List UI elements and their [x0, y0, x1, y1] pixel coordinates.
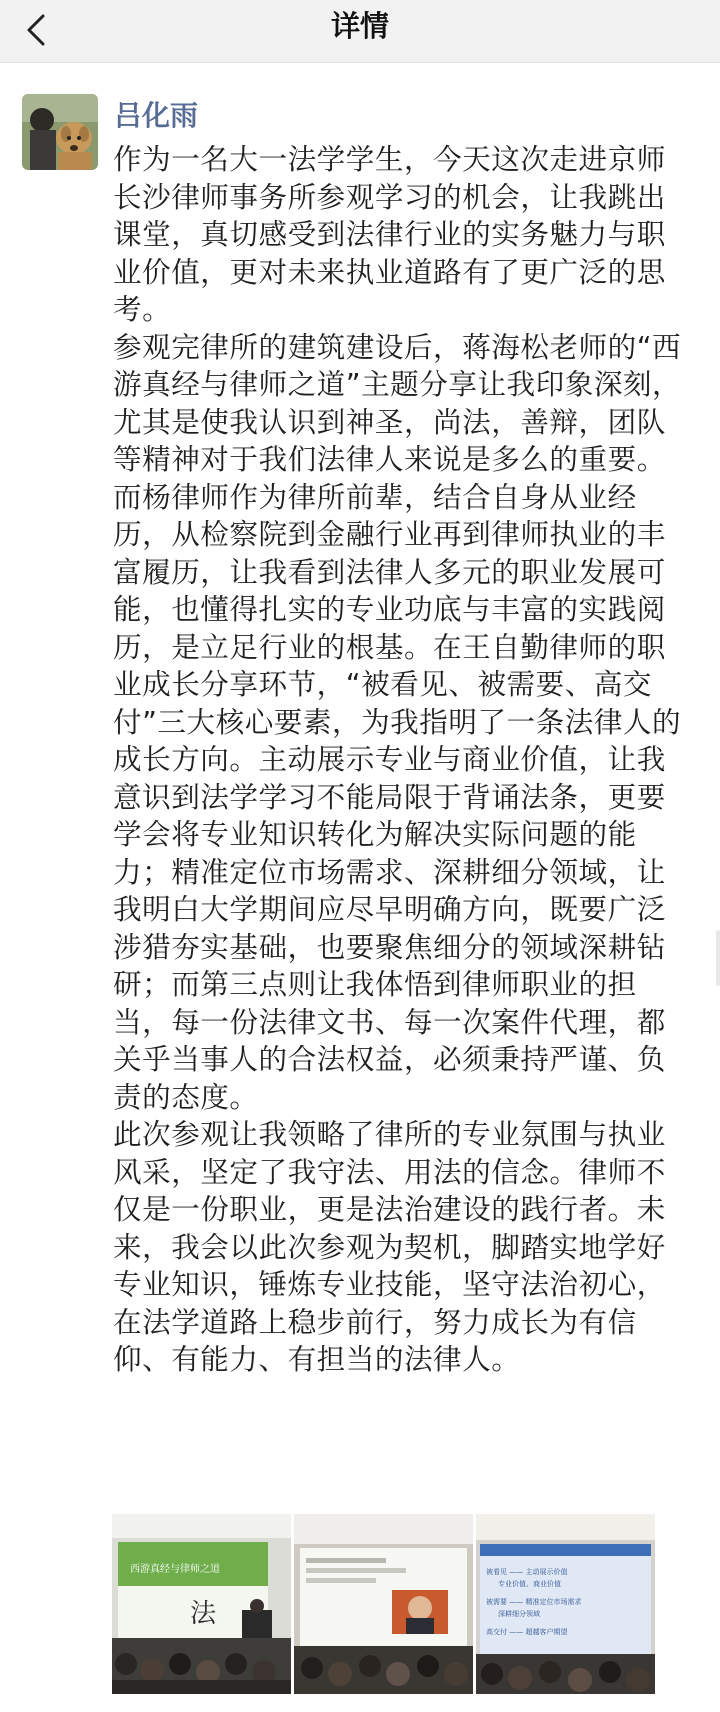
slide-line: 被需要 —— 精准定位市场需求 — [486, 1598, 582, 1606]
photo-thumbnail-2[interactable] — [294, 1514, 473, 1694]
slide-line: 专业价值、商业价值 — [498, 1580, 561, 1588]
post-paragraph: 参观完律所的建筑建设后，蒋海松老师的“西游真经与律师之道”主题分享让我印象深刻，尤其是使我认识到神圣，尚法，善辩，团队等精神对于我们法律人来说是多么的重要。而杨律师作为律所前辈，结合自身从业经历，从检察院到金融行业再到律师执业的丰富履历，让我看到法律人多元的职业发展可能，也懂得扎实的专业功底与丰富的实践阅历，是立足行业的根基。在王自勤律师的职业成长分享环节，“被看见、被需要、高交付”三大核心要素，为我指明了一条法律人的成长方向。主动展示专业与商业价值，让我意识到法学学习不能局限于背诵法条，更要学会将专业知识转化为解决实际问题的能力；精准定位市场需求、深耕细分领域，让我明白大学期间应尽早明确方向，既要广泛涉猎夯实基础，也要聚焦细分的领域深耕钻研；而第三点则让我体悟到律师职业的担当，每一份法律文书、每一次案件代理，都关乎当事人的合法权益，必须秉持严谨、负责的态度。 — [113, 329, 682, 1114]
scrollbar[interactable] — [716, 930, 720, 986]
slide-line: 被看见 —— 主动展示价值 — [486, 1568, 568, 1576]
author-name[interactable]: 吕化雨 — [114, 99, 199, 132]
slide-brush-text: 法 — [190, 1599, 217, 1629]
page-title: 详情 — [330, 9, 389, 43]
photo-grid — [112, 1514, 656, 1694]
lecture-photo-icon — [476, 1514, 655, 1694]
slide-line: 深耕细分领域 — [498, 1610, 540, 1618]
photo-thumbnail-1[interactable] — [112, 1514, 291, 1694]
top-navigation-bar — [0, 0, 720, 63]
slide-title-text: 西游真经与律师之道 — [130, 1564, 220, 1575]
lecture-photo-icon — [112, 1514, 291, 1694]
avatar-photo-icon — [22, 94, 98, 170]
avatar[interactable] — [22, 94, 98, 170]
slide-line: 高交付 —— 超越客户期望 — [486, 1628, 568, 1636]
lecture-photo-icon — [294, 1514, 473, 1694]
post-paragraph: 作为一名大一法学学生，今天这次走进京师长沙律师事务所参观学习的机会，让我跳出课堂，真切感受到法律行业的实务魅力与职业价值，更对未来执业道路有了更广泛的思考。 — [113, 142, 666, 326]
moment-post — [0, 62, 720, 1712]
post-paragraph: 此次参观让我领略了律所的专业氛围与执业风采，坚定了我守法、用法的信念。律师不仅是一份职业，更是法治建设的践行者。未来，我会以此次参观为契机，脚踏实地学好专业知识，锤炼专业技能，坚守法治初心，在法学道路上稳步前行，努力成长为有信仰、有能力、有担当的法律人。 — [113, 1117, 666, 1376]
post-text — [113, 141, 693, 1379]
photo-thumbnail-3[interactable] — [476, 1514, 655, 1694]
